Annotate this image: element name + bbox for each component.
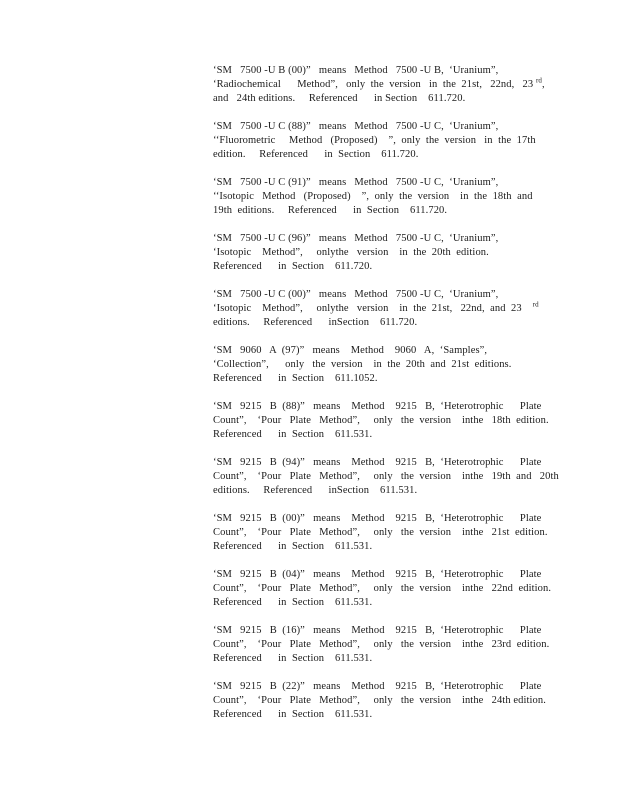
text-segment: ‘Isotopic Method”, onlythe version in the 20th edition. [213,247,489,258]
text-segment: edition. Referenced in Section 611.720. [213,149,419,160]
text-segment: ‘SM 9215 B (16)” means Method 9215 B, ‘Heterotrophic Plate [213,625,542,636]
text-line [213,358,543,372]
text-segment: Referenced in Section 611.531. [213,653,373,664]
text-line [213,134,543,148]
paragraph [213,288,543,330]
text-segment: Count”, ‘Pour Plate Method”, only the version inthe 24th edition. [213,695,546,706]
text-segment: ‘SM 9215 B (94)” means Method 9215 B, ‘Heterotrophic Plate [213,457,542,468]
text-segment: Count”, ‘Pour Plate Method”, only the version inthe 21st edition. [213,527,548,538]
text-line [213,260,543,274]
paragraph [213,120,543,162]
text-segment: Referenced in Section 611.531. [213,429,373,440]
paragraph [213,456,559,498]
text-line [213,624,543,638]
text-segment: ‘Radiochemical Method”, only the version in the 21st, 22nd, 23 [213,79,536,90]
paragraph [213,624,550,666]
paragraph [213,64,543,106]
text-segment: editions. Referenced inSection 611.720. [213,317,418,328]
ordinal-superscript: rd [535,76,542,85]
text-line [213,344,543,358]
paragraph [213,512,548,554]
text-segment: Count”, ‘Pour Plate Method”, only the version inthe 18th edition. [213,415,549,426]
text-line [213,64,543,78]
paragraph [213,232,543,274]
text-line [213,92,543,106]
text-segment: ‘Collection”, only the version in the 20th and 21st editions. [213,359,512,370]
text-segment: Referenced in Section 611.531. [213,709,373,720]
text-segment: ‘SM 9215 B (04)” means Method 9215 B, ‘Heterotrophic Plate [213,569,542,580]
text-line [213,232,543,246]
text-line [213,694,546,708]
text-segment: 19th editions. Referenced in Section 611.720. [213,205,448,216]
text-line [213,302,543,316]
text-line [213,568,543,582]
text-line [213,526,548,540]
text-segment: Count”, ‘Pour Plate Method”, only the version inthe 22nd edition. [213,583,552,594]
text-line [213,512,543,526]
paragraph [213,344,543,386]
text-line [213,288,543,302]
text-segment: ‘SM 9215 B (88)” means Method 9215 B, ‘Heterotrophic Plate [213,401,542,412]
text-segment: ‘SM 7500 -U C (96)” means Method 7500 -U C, ‘Uranium”, [213,233,499,244]
text-line [213,470,559,484]
text-segment: Count”, ‘Pour Plate Method”, only the version inthe 19th and 20th [213,471,559,482]
text-segment: editions. Referenced inSection 611.531. [213,485,418,496]
text-segment: ‘SM 7500 -U C (00)” means Method 7500 -U C, ‘Uranium”, [213,289,499,300]
text-line [213,414,549,428]
text-segment: and 24th editions. Referenced in Section 611.720. [213,93,466,104]
text-segment: ‘SM 9215 B (00)” means Method 9215 B, ‘Heterotrophic Plate [213,513,542,524]
text-line [213,540,543,554]
text-segment: Referenced in Section 611.1052. [213,373,378,384]
text-segment: ‘SM 9060 A (97)” means Method 9060 A, ‘Samples”, [213,345,488,356]
document-text-block [213,64,559,736]
text-line [213,484,543,498]
text-segment: , [541,79,545,90]
text-line [213,204,543,218]
text-segment: Count”, ‘Pour Plate Method”, only the version inthe 23rd edition. [213,639,550,650]
paragraph [213,680,546,722]
text-line [213,316,543,330]
text-segment: ‘Isotopic Method”, onlythe version in the 21st, 22nd, and 23 [213,303,533,314]
text-segment: ‘SM 7500 -U B (00)” means Method 7500 -U B, ‘Uranium”, [213,65,499,76]
text-line [213,372,543,386]
paragraph [213,176,543,218]
paragraph [213,568,552,610]
text-line [213,638,550,652]
text-line [213,596,543,610]
text-line [213,652,543,666]
text-segment: ‘SM 7500 -U C (91)” means Method 7500 -U C, ‘Uranium”, [213,177,499,188]
text-line [213,582,552,596]
text-line [213,246,543,260]
text-line [213,148,543,162]
text-line [213,708,543,722]
text-segment: ‘‘Isotopic Method (Proposed) ”, only the version in the 18th and [213,191,533,202]
text-line [213,120,543,134]
paragraph [213,400,549,442]
text-line [213,456,543,470]
text-line [213,176,543,190]
text-line [213,78,543,92]
ordinal-superscript: rd [532,300,539,309]
text-line [213,190,543,204]
text-segment: ‘SM 7500 -U C (88)” means Method 7500 -U C, ‘Uranium”, [213,121,499,132]
text-segment: ‘‘Fluorometric Method (Proposed) ”, only the version in the 17th [213,135,536,146]
text-segment: Referenced in Section 611.720. [213,261,373,272]
text-line [213,428,543,442]
text-segment: Referenced in Section 611.531. [213,541,373,552]
text-segment: ‘SM 9215 B (22)” means Method 9215 B, ‘Heterotrophic Plate [213,681,542,692]
text-line [213,400,543,414]
text-line [213,680,543,694]
text-segment: Referenced in Section 611.531. [213,597,373,608]
